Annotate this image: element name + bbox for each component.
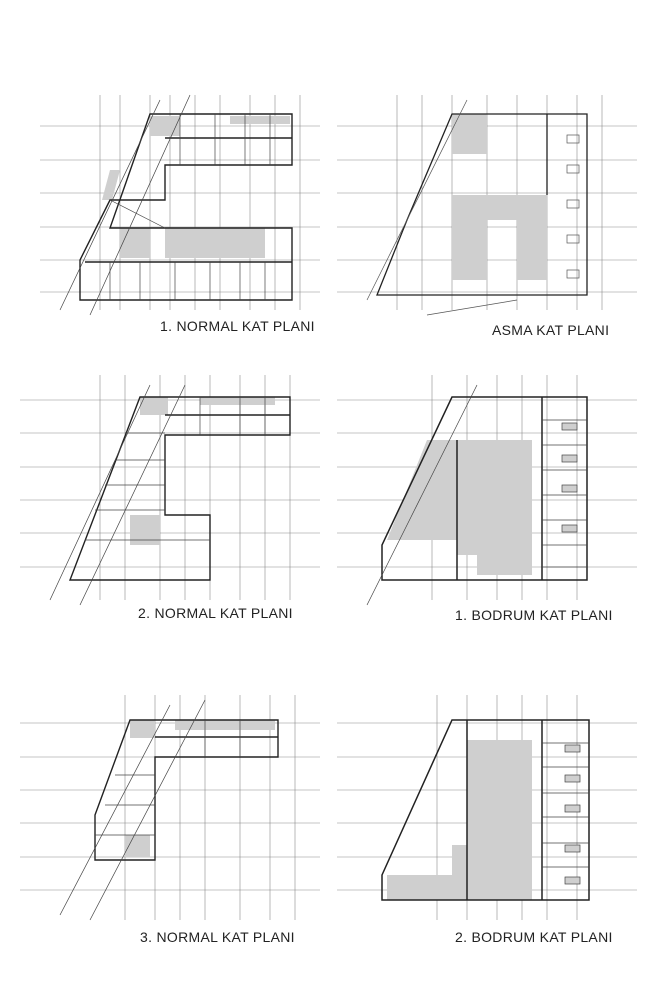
plan-caption: 2. BODRUM KAT PLANI xyxy=(455,929,613,945)
plan-caption: 1. NORMAL KAT PLANI xyxy=(160,318,315,334)
plan-bodrum-1 xyxy=(327,345,654,645)
plan-bodrum-1-drawing xyxy=(327,345,654,645)
plan-asma xyxy=(327,0,654,345)
plan-normal-3 xyxy=(0,645,327,1000)
plan-caption: 3. NORMAL KAT PLANI xyxy=(140,929,295,945)
plan-normal-2-drawing xyxy=(0,345,327,645)
plan-bodrum-2-drawing xyxy=(327,645,654,1000)
plan-caption: ASMA KAT PLANI xyxy=(492,322,610,338)
plan-normal-1-drawing xyxy=(0,0,327,345)
plan-caption: 2. NORMAL KAT PLANI xyxy=(138,605,293,621)
plan-asma-drawing xyxy=(327,0,654,345)
plan-normal-1 xyxy=(0,0,327,345)
plan-bodrum-2 xyxy=(327,645,654,1000)
plan-caption: 1. BODRUM KAT PLANI xyxy=(455,607,613,623)
plan-normal-2 xyxy=(0,345,327,645)
plan-normal-3-drawing xyxy=(0,645,327,1000)
